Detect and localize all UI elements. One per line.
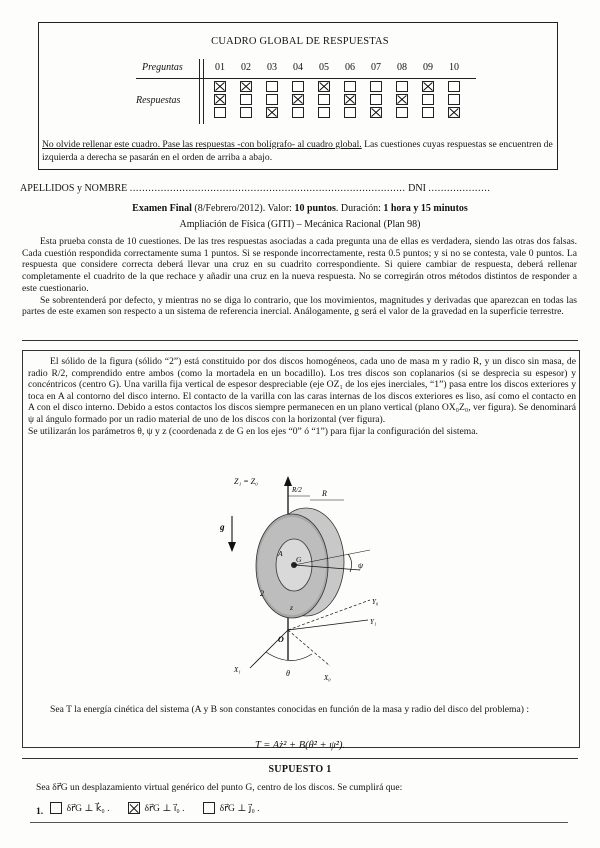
exam-value: 10 puntos <box>294 203 336 214</box>
kinetic-energy-statement <box>28 704 576 716</box>
answer-checkbox-q10-opt2[interactable] <box>448 94 460 105</box>
exam-duration: 1 hora y 15 minutos <box>383 203 468 214</box>
answer-checkbox-q02-opt1[interactable] <box>240 81 252 92</box>
label-two: 2 <box>260 589 264 598</box>
supuesto-divider <box>22 758 578 759</box>
exam-title-bold: Examen Final <box>132 203 192 214</box>
answer-checkbox-q07-opt3[interactable] <box>370 107 382 118</box>
label-a: A <box>278 549 283 558</box>
label-g-center: G <box>296 555 302 564</box>
label-y1: Y₁ <box>370 618 377 626</box>
theta-arc <box>266 652 312 661</box>
label-x1: X₁ <box>234 666 241 674</box>
label-g-vector: g <box>220 522 225 532</box>
bottom-divider <box>30 822 568 823</box>
question-number-01: 01 <box>215 62 225 73</box>
answer-checkbox-q03-opt2[interactable] <box>266 94 278 105</box>
y1-axis <box>288 620 368 630</box>
answer-checkbox-q02-opt3[interactable] <box>240 107 252 118</box>
exam-subtitle: Ampliación de Física (GITI) – Mecánica Racional (Plan 98) <box>179 219 421 230</box>
z-axis-arrow <box>284 476 292 486</box>
problem-paragraph-2: Se utilizarán los parámetros θ, ψ y z (coordenada z de G en los ejes “0” ó “1”) para fijar la configuración del sistema. <box>28 425 478 437</box>
answer-checkbox-q04-opt2[interactable] <box>292 94 304 105</box>
question-number-04: 04 <box>293 62 303 73</box>
answer-box-title: CUADRO GLOBAL DE RESPUESTAS <box>211 36 389 47</box>
note-underlined: No olvide rellenar este cuadro. Pase las respuestas -con bolígrafo- al cuadro global. <box>42 139 362 150</box>
answer-checkbox-q08-opt3[interactable] <box>396 107 408 118</box>
answer-checkbox-q09-opt3[interactable] <box>422 107 434 118</box>
answer-checkbox-q03-opt1[interactable] <box>266 81 278 92</box>
note-rest: Las cuestiones cuyas respuestas se encuentren de izquierda a derecha se pasarán en el orden de arriba a abajo. <box>42 139 553 163</box>
answer-checkbox-q01-opt3[interactable] <box>214 107 226 118</box>
question-number-09: 09 <box>423 62 433 73</box>
grid-divider-horizontal <box>136 78 476 79</box>
label-theta: θ <box>286 669 290 678</box>
question-1-checkbox-1[interactable] <box>50 802 62 814</box>
answer-checkbox-q09-opt2[interactable] <box>422 94 434 105</box>
label-z-axis: Z₁ = Z₀ <box>234 477 258 486</box>
question-1-option-label-3: δr⃗G ⊥ ȷ⃗₀ . <box>219 802 260 814</box>
problem-paragraph-1: El sólido de la figura (sólido “2”) está constituido por dos discos homogéneos, cada uno de masa m y radio R, y un disco sin masa, de radio R/2, comprendido entre ambos (como la mortadela en un bocadillo). Los tres discos son coplanarios (si se desprecia su espesor) y concéntricos (centro G). Una varilla fija vertical de espesor despreciable (eje OZ₁ de los ejes inerciales, “1”) pasa entre los discos exteriores y toca en A al contorno del disco interno. El contacto de la varilla con las caras internas de los discos exteriores es liso, así como el contacto en A con el disco interno. Debido a estos contactos los discos siempre permanecen en un plano vertical (plano OX₀Z₀, ver figura). Se denominará ψ al ángulo formado por un radio material de uno de los discos con la horizontal (ver figura). <box>28 356 576 425</box>
answer-box-note <box>42 139 556 164</box>
label-y0: Y₀ <box>372 598 379 606</box>
label-x0: X₀ <box>324 674 331 682</box>
label-z: z <box>290 603 293 612</box>
question-1-number: 1. <box>36 806 44 817</box>
supuesto-description: Sea δr⃗G un desplazamiento virtual genérico del punto G, centro de los discos. Se cumplirá que: <box>36 782 403 793</box>
question-number-02: 02 <box>241 62 251 73</box>
answer-checkbox-q06-opt1[interactable] <box>344 81 356 92</box>
question-1-option-3[interactable] <box>203 802 260 814</box>
answer-checkbox-q01-opt1[interactable] <box>214 81 226 92</box>
dni-field[interactable]: .................... <box>428 183 491 194</box>
label-psi: ψ <box>358 561 363 570</box>
respuestas-label: Respuestas <box>136 95 181 106</box>
exam-date: (8/Febrero/2012). Valor: <box>191 203 295 214</box>
answer-checkbox-q05-opt3[interactable] <box>318 107 330 118</box>
question-1-checkbox-3[interactable] <box>203 802 215 814</box>
supuesto-title: SUPUESTO 1 <box>268 764 332 775</box>
name-field[interactable]: ......................................................................................... <box>129 183 406 194</box>
question-number-07: 07 <box>371 62 381 73</box>
answer-checkbox-q06-opt2[interactable] <box>344 94 356 105</box>
question-number-10: 10 <box>449 62 459 73</box>
answer-checkbox-q01-opt2[interactable] <box>214 94 226 105</box>
answer-checkbox-q08-opt2[interactable] <box>396 94 408 105</box>
answer-checkbox-q10-opt3[interactable] <box>448 107 460 118</box>
label-r-half: R/2 <box>292 486 302 494</box>
preguntas-label: Preguntas <box>142 62 183 73</box>
answer-checkbox-q09-opt1[interactable] <box>422 81 434 92</box>
dni-label: DNI <box>408 183 426 194</box>
divider <box>22 340 578 341</box>
answer-checkbox-q05-opt2[interactable] <box>318 94 330 105</box>
question-1-option-label-2: δr⃗G ⊥ ı⃗₀ . <box>144 802 185 814</box>
kinetic-paragraph: Sea T la energía cinética del sistema (A y B son constantes conocidas en función de la masa y radio del disco del problema) : <box>50 704 530 715</box>
question-number-08: 08 <box>397 62 407 73</box>
question-1-checkbox-2[interactable] <box>128 802 140 814</box>
kinetic-energy-formula: T = Aż² + B(θ̇² + ψ̇²). <box>254 740 346 751</box>
question-1-option-2[interactable] <box>128 802 185 814</box>
instructions <box>22 236 577 318</box>
instructions-paragraph-2: Se sobrentenderá por defecto, y mientras no se diga lo contrario, que los movimientos, magnitudes y derivadas que aparezcan en todas las partes de este examen son respecto a un sistema de referencia inercial. Análogamente, g será el valor de la gravedad en la superficie terrestre. <box>22 294 577 318</box>
answer-checkbox-q10-opt1[interactable] <box>448 81 460 92</box>
instructions-paragraph-1: Esta prueba consta de 10 cuestiones. De las tres respuestas asociadas a cada pregunta una de ellas es verdadera, siendo las otras dos falsas. Cada cuestión respondida correctamente suma 1 puntos. Si se responde incorrectamente, resta 0.5 puntos; y si no se contesta, vale 0 puntos. La respuesta que considere correcta deberá llevar una cruz en su cuadrito correspondiente. Si quiere cambiar de respuesta, deberá rellenar completamente el cuadrito de la que rechace y añadir una cruz en la nueva respuesta. No se corregirán otros métodos distintos de responder a este cuestionario. <box>22 236 577 294</box>
answer-checkbox-q04-opt3[interactable] <box>292 107 304 118</box>
exam-title <box>0 203 600 214</box>
question-number-05: 05 <box>319 62 329 73</box>
question-number-03: 03 <box>267 62 277 73</box>
name-label: APELLIDOS y NOMBRE <box>20 183 128 194</box>
problem-statement <box>28 356 576 437</box>
grid-divider-vertical <box>199 59 204 124</box>
answer-checkbox-q07-opt1[interactable] <box>370 81 382 92</box>
question-number-06: 06 <box>345 62 355 73</box>
answer-checkbox-q07-opt2[interactable] <box>370 94 382 105</box>
answer-checkbox-q04-opt1[interactable] <box>292 81 304 92</box>
name-line <box>20 183 580 194</box>
answer-checkbox-q05-opt1[interactable] <box>318 81 330 92</box>
label-origin: O <box>278 635 284 644</box>
question-1-option-label-1: δr⃗G ⊥ k⃗₀ . <box>66 802 110 814</box>
question-1-option-1[interactable] <box>50 802 110 814</box>
mechanism-figure <box>220 470 390 700</box>
question-1-options <box>50 802 278 817</box>
question-1 <box>36 802 278 817</box>
answer-checkbox-q08-opt1[interactable] <box>396 81 408 92</box>
gravity-arrow <box>228 542 236 552</box>
answer-checkbox-q06-opt3[interactable] <box>344 107 356 118</box>
answer-checkbox-q02-opt2[interactable] <box>240 94 252 105</box>
answer-checkbox-q03-opt3[interactable] <box>266 107 278 118</box>
label-r: R <box>322 489 327 498</box>
exam-duration-label: . Duración: <box>335 203 384 214</box>
